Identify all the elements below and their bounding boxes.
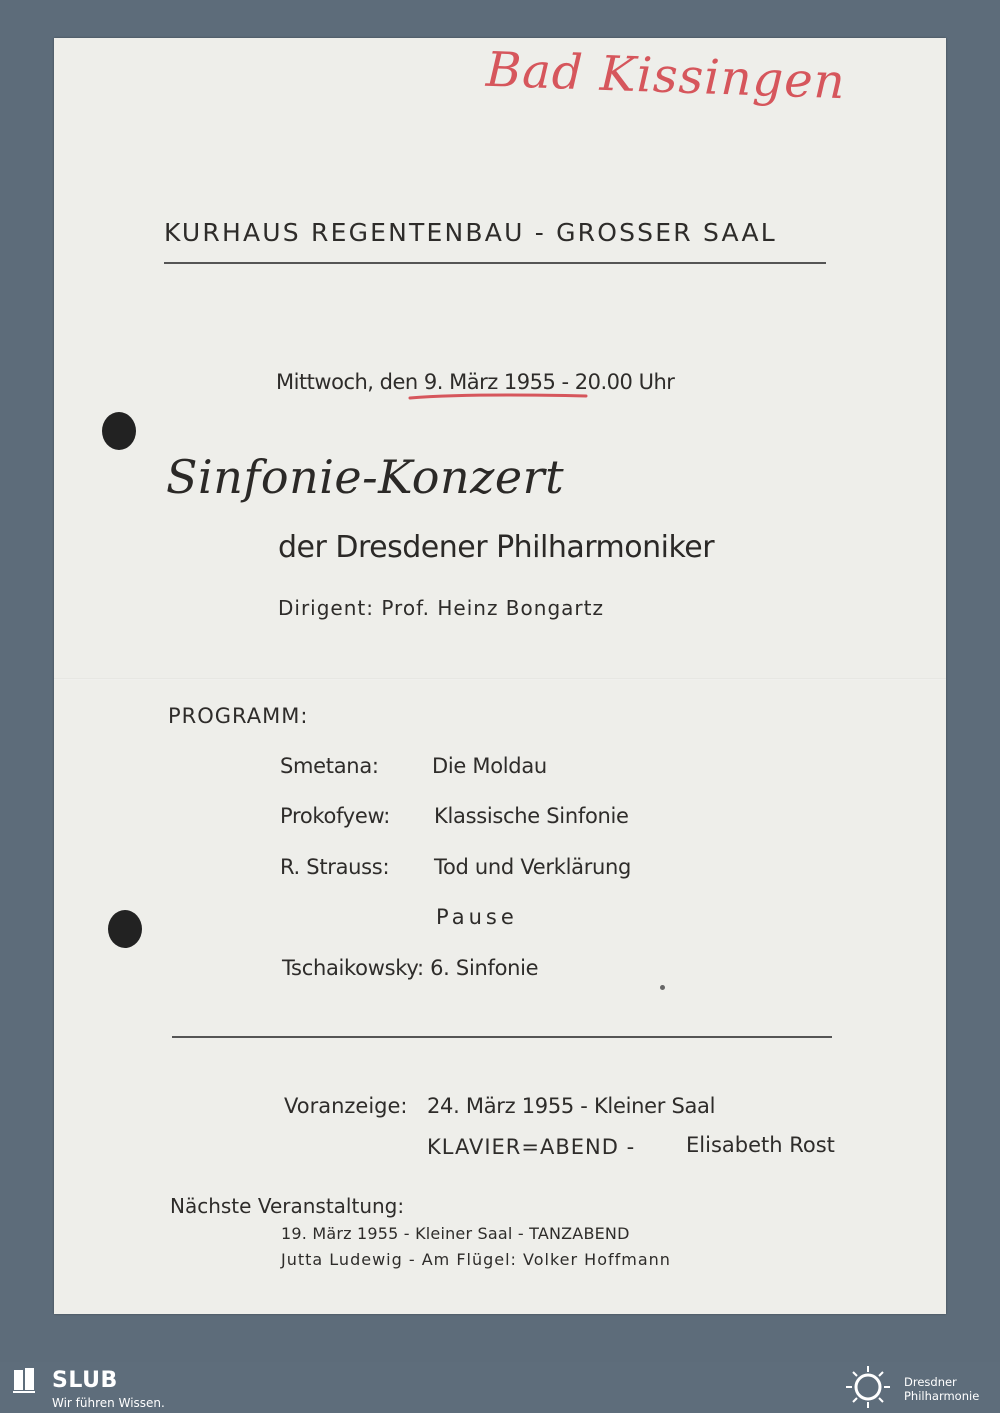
composer-name: R. Strauss: [280,855,390,879]
program-item [282,956,538,980]
next-event-details: 19. März 1955 - Kleiner Saal - TANZABEND [281,1224,630,1243]
conductor-line: Dirigent: Prof. Heinz Bongartz [278,596,604,620]
section-divider [172,1036,832,1038]
next-event-performers: Jutta Ludewig - Am Flügel: Volker Hoffmann [281,1250,671,1269]
composer-name: Smetana: [280,754,379,778]
library-tagline: Wir führen Wissen. [52,1396,165,1410]
library-name: SLUB [52,1368,118,1393]
work-title: Klassische Sinfonie [434,804,629,828]
work-title: Die Moldau [432,754,547,778]
announcement-event: KLAVIER=ABEND - [427,1135,636,1159]
composer-name: Prokofyew: [280,804,391,828]
announcement-label: Voranzeige: [284,1094,408,1118]
orchestra-name: der Dresdener Philharmoniker [278,530,715,565]
composer-name: Tschaikowsky: [282,956,424,980]
punch-hole [102,412,136,450]
header-divider [164,262,826,264]
venue-header: KURHAUS REGENTENBAU - GROSSER SAAL [164,218,777,247]
date-line: Mittwoch, den 9. März 1955 - 20.00 Uhr [276,370,675,394]
philharmonie-name-line1: Dresdner [904,1375,957,1389]
punch-hole [108,910,142,948]
concert-title: Sinfonie-Konzert [166,450,565,504]
red-pencil-underline [408,392,588,400]
philharmonie-logo-icon [842,1364,894,1410]
slub-logo-icon [12,1366,38,1394]
philharmonie-name [904,1375,1000,1403]
announcement-artist: Elisabeth Rost [686,1133,835,1157]
program-heading: PROGRAMM: [168,704,309,728]
philharmonie-name-line2: Philharmonie [904,1389,980,1403]
work-title: Tod und Verklärung [434,855,632,879]
intermission-label: Pause [436,905,518,929]
paper-speck [660,985,665,990]
paper-fold [54,678,946,680]
announcement-date: 24. März 1955 - Kleiner Saal [427,1094,716,1118]
next-event-label: Nächste Veranstaltung: [170,1194,405,1218]
work-title: 6. Sinfonie [430,956,539,980]
handwritten-note: Bad Kissingen [485,41,847,111]
